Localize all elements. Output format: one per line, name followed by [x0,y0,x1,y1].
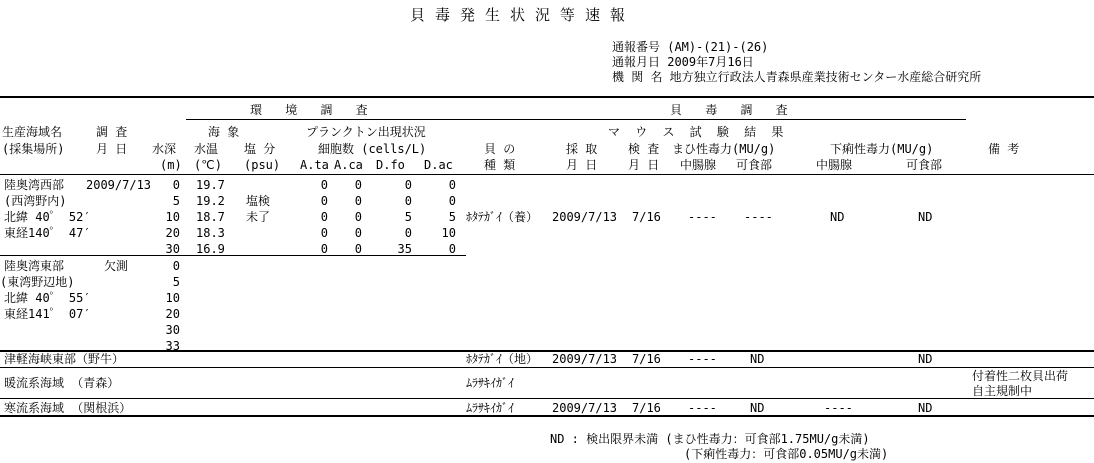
west-shell-type: ﾎﾀﾃｶﾞｲ（養） [466,210,539,224]
west-survey-date: 2009/7/13 [86,178,152,192]
west-depth-4: 30 [165,242,180,256]
west-ata-1: 0 [320,194,328,208]
west-dac-3: 10 [441,226,456,240]
east-place: (東湾野辺地) [0,275,75,289]
west-temp-2: 18.7 [196,210,225,224]
west-salinity-note-2: 未了 [246,210,271,224]
row-0-psp-edible: ND [750,352,765,366]
table-top-rule [0,96,1094,98]
west-psp-edible: ---- [744,210,773,224]
header-dac: D.ac [424,158,453,172]
report-organization: 機 関 名 地方独立行政法人青森県産業技術センター水産総合研究所 [612,70,982,84]
west-aca-1: 0 [354,194,362,208]
west-dac-2: 5 [448,210,456,224]
report-date: 通報月日 2009年7月16日 [612,55,754,69]
header-inspect-1: 検 査 [628,142,660,156]
header-inspect-2: 月 日 [628,158,660,172]
west-collect-date: 2009/7/13 [552,210,618,224]
east-depth-5: 33 [165,339,180,353]
row-2-psp-gut: ---- [688,401,717,415]
row-0-inspect: 7/16 [632,352,661,366]
west-dfo-4: 35 [397,242,412,256]
header-area: 生産海域名 [2,125,63,139]
west-ata-2: 0 [320,210,328,224]
east-depth-1: 5 [172,275,180,289]
header-ata: A.ta [300,158,329,172]
header-plankton: プランクトン出現状況 [306,125,426,139]
east-area-name: 陸奥湾東部 [4,259,65,273]
west-latitude: 北緯 40゜ 52′ [4,210,91,224]
row-0-shell: ﾎﾀﾃｶﾞｲ（地） [466,352,539,366]
row-1-shell: ﾑﾗｻｷｲｶﾞｲ [466,376,515,390]
west-aca-4: 0 [354,242,362,256]
row-0-psp-gut: ---- [688,352,717,366]
note-line-1: ND : 検出限界未満 (まひ性毒力：可食部1.75MU/g未満) [550,432,870,446]
west-temp-3: 18.3 [196,226,225,240]
header-psp-gut: 中腸腺 [680,158,717,172]
header-remarks: 備 考 [988,142,1020,156]
row-0-dsp-edible: ND [918,352,933,366]
west-dsp-gut: ND [830,210,845,224]
east-depth-0: 0 [172,259,180,273]
header-dsp: 下痢性毒力(MU/g) [830,142,934,156]
env-header-rule [186,119,466,120]
west-temp-0: 19.7 [196,178,225,192]
west-dfo-0: 0 [404,178,412,192]
header-salinity: 塩 分 [244,142,276,156]
row-2-area: 寒流系海域 （関根浜） [4,401,132,415]
east-depth-4: 30 [165,323,180,337]
west-depth-2: 10 [165,210,180,224]
header-survey-date: 月 日 [96,142,128,156]
west-dfo-1: 0 [404,194,412,208]
west-inspect-date: 7/16 [632,210,661,224]
east-depth-2: 10 [165,291,180,305]
header-dsp-edible: 可食部 [906,158,943,172]
east-latitude: 北緯 40゜ 55′ [4,291,91,305]
row-2-dsp-edible: ND [918,401,933,415]
header-shell-1: 貝 の [484,142,516,156]
section-shellfish-toxin: 貝 毒 調 査 [670,103,796,117]
row-1-rule [0,398,1094,399]
row-1-area: 暖流系海域 （青森） [4,376,120,390]
header-aca: A.ca [334,158,363,172]
west-block-rule [0,255,466,256]
west-dsp-edible: ND [918,210,933,224]
row-2-inspect: 7/16 [632,401,661,415]
table-bottom-rule [0,415,1094,417]
west-dac-4: 0 [448,242,456,256]
east-depth-3: 20 [165,307,180,321]
header-salinity-unit: (psu) [244,158,281,172]
page-title: 貝毒発生状況等速報 [410,6,636,24]
row-2-psp-edible: ND [750,401,765,415]
west-place: (西湾野内) [4,194,67,208]
east-longitude: 東経141゜ 07′ [4,307,91,321]
report-number: 通報番号 (AM)-(21)-(26) [612,40,769,54]
west-dac-0: 0 [448,178,456,192]
header-psp-edible: 可食部 [736,158,773,172]
header-depth-unit: (m) [160,158,182,172]
header-place: (採集場所) [2,142,65,156]
west-depth-1: 5 [172,194,180,208]
west-aca-3: 0 [354,226,362,240]
header-mouse-test: マ ウ ス 試 験 結 果 [608,125,788,139]
west-aca-2: 0 [354,210,362,224]
header-collect-2: 月 日 [566,158,598,172]
west-aca-0: 0 [354,178,362,192]
header-shell-2: 種 類 [484,158,516,172]
row-1-remark-1: 付着性二枚貝出荷 [972,369,1069,383]
header-dsp-gut: 中腸腺 [816,158,853,172]
west-salinity-note-1: 塩検 [246,194,271,208]
east-status: 欠測 [104,259,129,273]
row-2-dsp-gut: ---- [824,401,853,415]
row-0-area: 津軽海峡東部（野牛） [4,352,125,366]
header-collect-1: 採 取 [566,142,598,156]
row-2-shell: ﾑﾗｻｷｲｶﾞｲ [466,401,515,415]
row-0-rule [0,367,1094,368]
west-area-name: 陸奥湾西部 [4,178,65,192]
west-dfo-2: 5 [404,210,412,224]
row-0-collect: 2009/7/13 [552,352,618,366]
header-ocean: 海 象 [208,125,240,139]
header-bottom-rule [0,174,1094,175]
west-ata-4: 0 [320,242,328,256]
header-dfo: D.fo [376,158,405,172]
west-dac-1: 0 [448,194,456,208]
row-1-remark-2: 自主規制中 [972,384,1033,398]
header-temp: 水温 [194,142,219,156]
header-temp-unit: (℃) [194,158,222,172]
west-temp-1: 19.2 [196,194,225,208]
header-survey: 調 査 [96,125,128,139]
west-depth-3: 20 [165,226,180,240]
header-psp: まひ性毒力(MU/g) [672,142,776,156]
west-longitude: 東経140゜ 47′ [4,226,91,240]
west-dfo-3: 0 [404,226,412,240]
toxin-header-rule [466,119,966,120]
west-psp-gut: ---- [688,210,717,224]
header-depth: 水深 [152,142,177,156]
west-ata-0: 0 [320,178,328,192]
note-line-2: (下痢性毒力：可食部0.05MU/g未満) [684,447,889,461]
west-ata-3: 0 [320,226,328,240]
west-depth-0: 0 [172,178,180,192]
row-2-collect: 2009/7/13 [552,401,618,415]
section-environment: 環 境 調 査 [250,103,376,117]
header-cells: 細胞数 (cells/L) [318,142,427,156]
west-temp-4: 16.9 [196,242,225,256]
